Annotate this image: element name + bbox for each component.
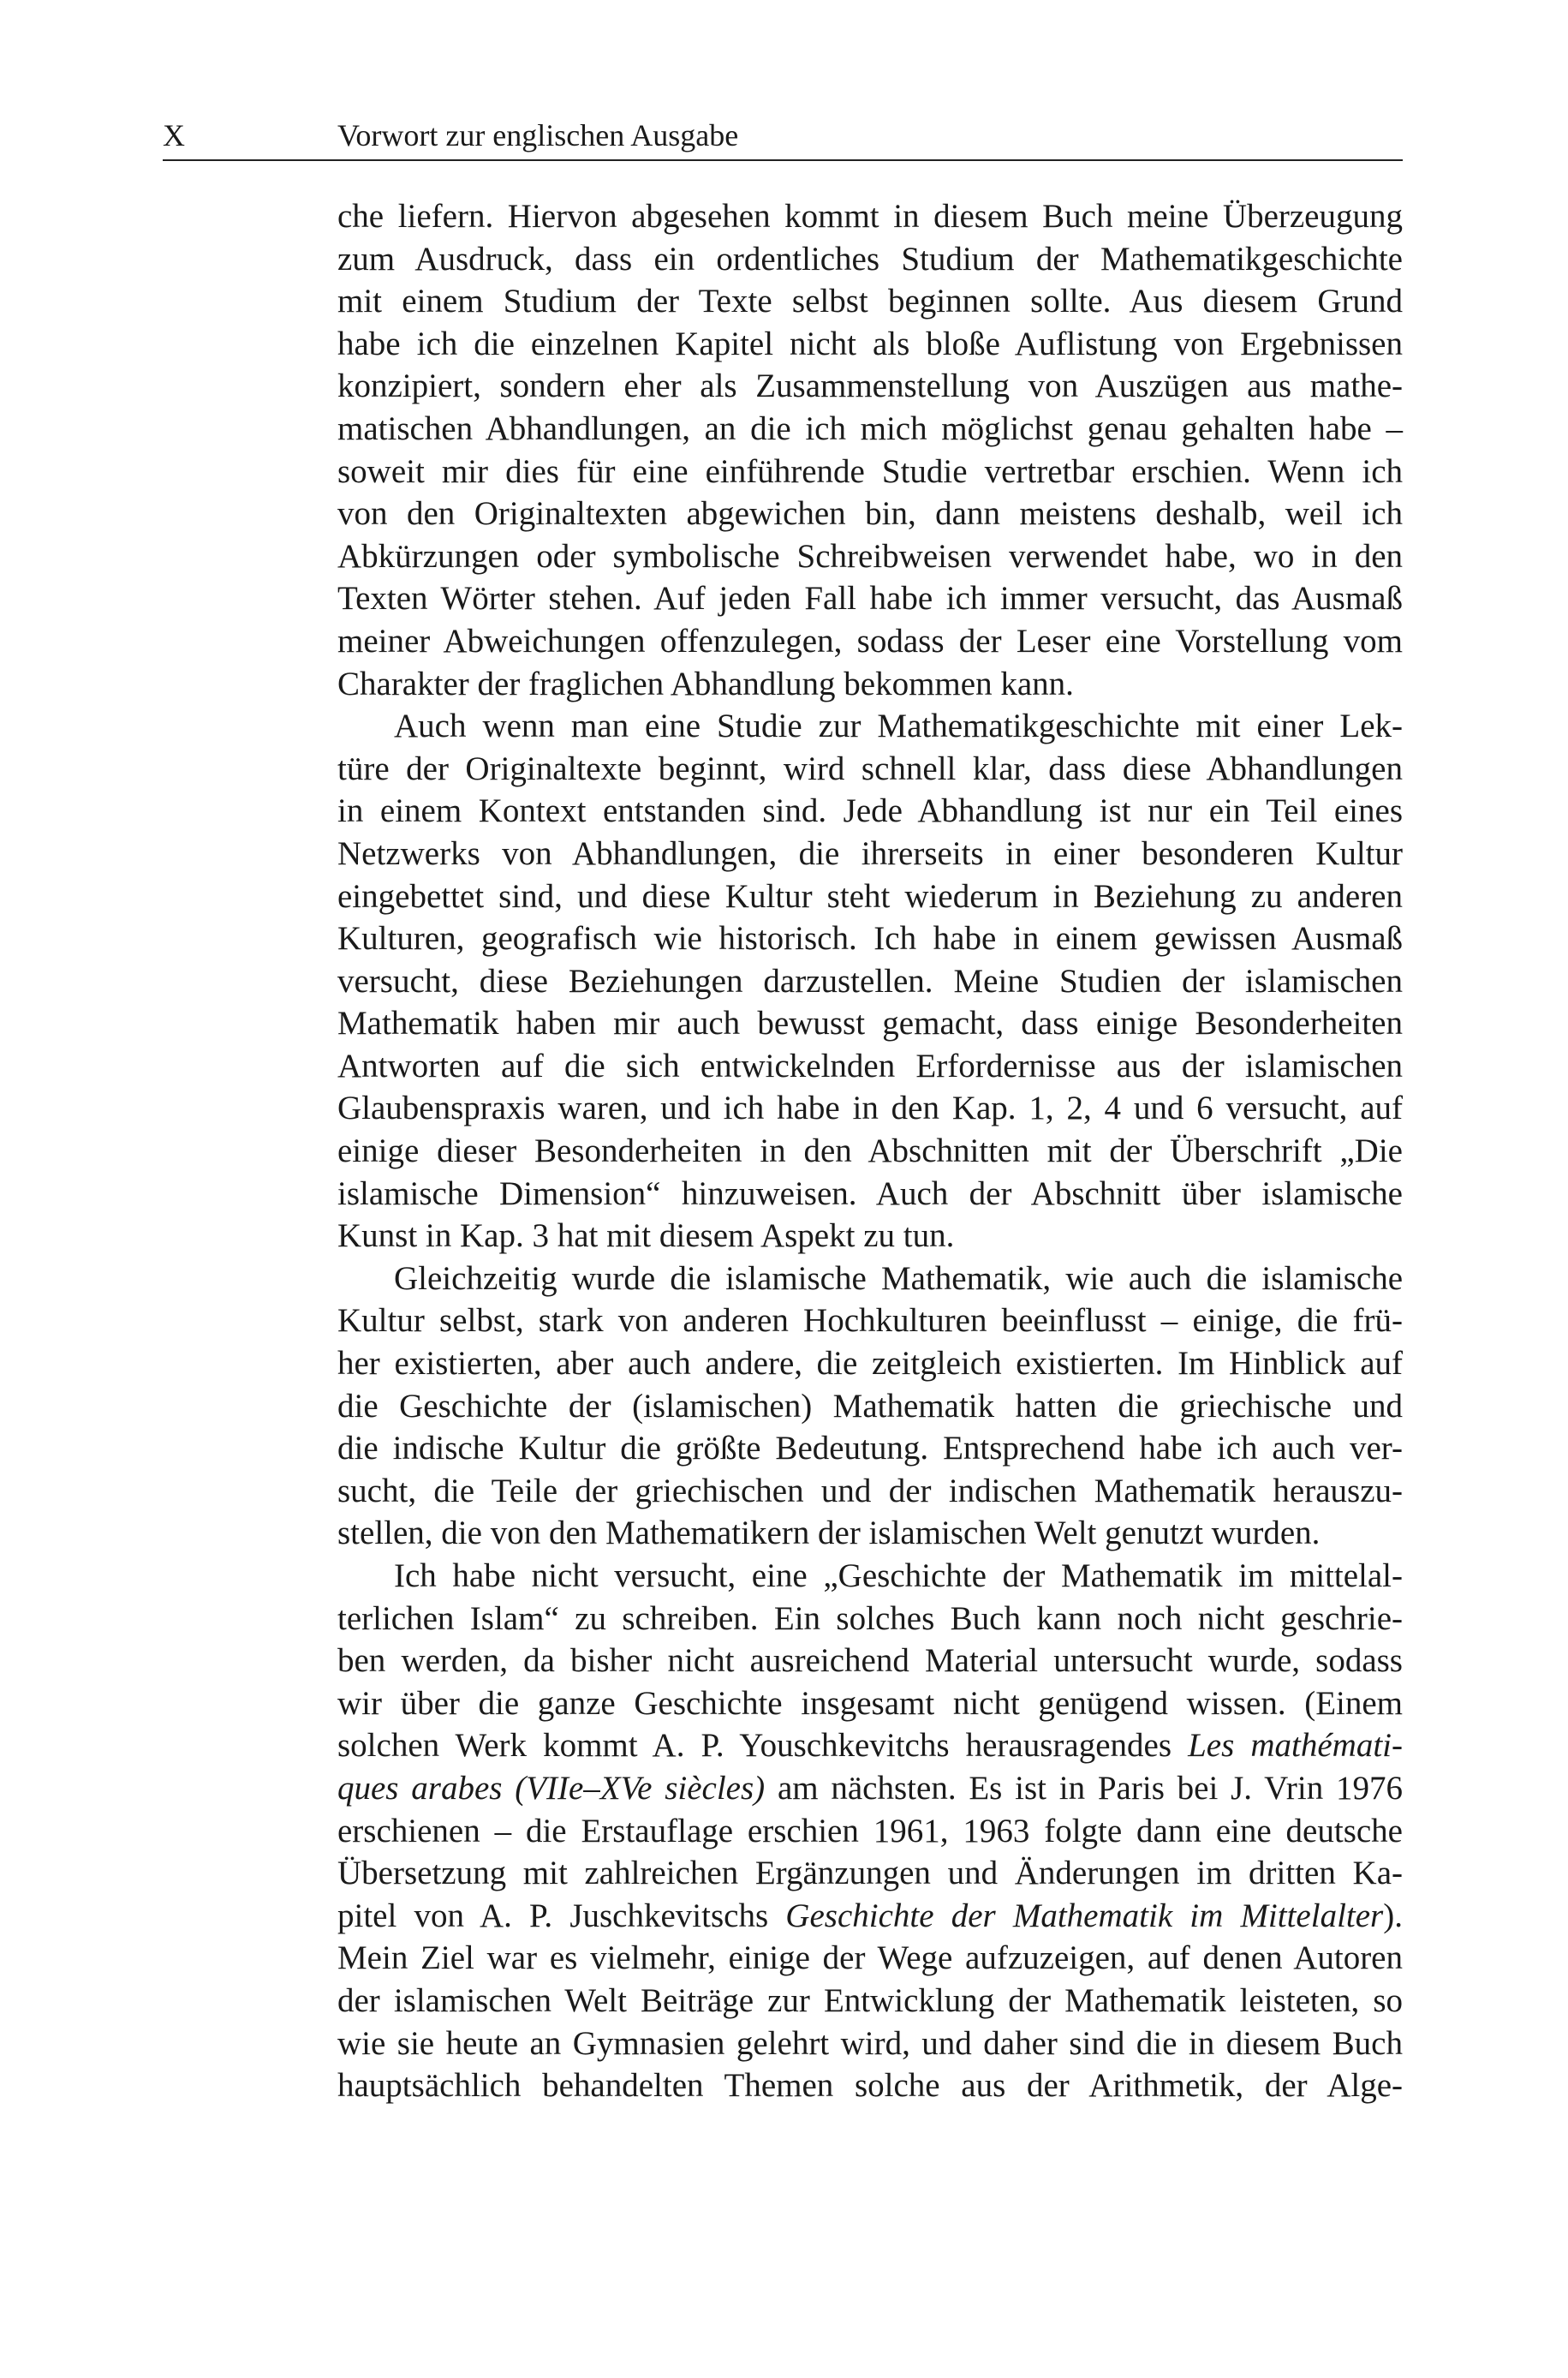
text-line: konzipiert, sondern eher als Zusammenstellung von Auszügen aus mathe- [337, 367, 1403, 405]
text-run: ). [1383, 1897, 1403, 1934]
text-line: Glaubenspraxis waren, und ich habe in den Kap. 1, 2, 4 und 6 versucht, auf [337, 1090, 1403, 1127]
text-run: am nächsten. Es ist in Paris bei J. Vrin 1976 [765, 1769, 1403, 1807]
text-line: matischen Abhandlungen, an die ich mich möglichst genau gehalten habe – [337, 409, 1403, 447]
italic-title: Geschichte der Mathematik im Mittelalter [785, 1897, 1384, 1934]
page-number: X [163, 118, 185, 152]
text-run: solchen Werk kommt A. P. Youschkevitchs herausragendes [337, 1727, 1189, 1765]
text-line: die Geschichte der (islamischen) Mathematik hatten die griechische und [337, 1387, 1403, 1425]
text-line: islamische Dimension“ hinzuweisen. Auch der Abschnitt über islamische [337, 1174, 1403, 1212]
text-line: in einem Kontext entstanden sind. Jede Abhandlung ist nur ein Teil eines [337, 792, 1403, 830]
text-line: ben werden, da bisher nicht ausreichend Material untersucht wurde, sodass [337, 1642, 1403, 1680]
text-line: Übersetzung mit zahlreichen Ergänzungen und Änderungen im dritten Ka- [337, 1855, 1403, 1892]
text-line: Antworten auf die sich entwickelnden Erfordernisse aus der islamischen [337, 1047, 1403, 1084]
text-line [337, 1767, 1403, 1810]
text-line: Gleichzeitig wurde die islamische Mathematik, wie auch die islamische [394, 1259, 1403, 1297]
text-line: Charakter der fraglichen Abhandlung bekommen kann. [337, 665, 1074, 702]
text-line: türe der Originaltexte beginnt, wird schnell klar, dass diese Abhandlungen [337, 750, 1403, 787]
text-line: habe ich die einzelnen Kapitel nicht als bloße Auflistung von Ergebnissen [337, 325, 1403, 362]
text-line: wir über die ganze Geschichte insgesamt nicht genügend wissen. (Einem [337, 1684, 1403, 1722]
text-line: erschienen – die Erstauflage erschien 1961, 1963 folgte dann eine deutsche [337, 1812, 1403, 1849]
text-line: mit einem Studium der Texte selbst beginnen sollte. Aus diesem Grund [337, 283, 1403, 320]
italic-title: ques arabes (VIIe–XVe siècles) [337, 1769, 766, 1807]
text-line: einige dieser Besonderheiten in den Abschnitten mit der Überschrift „Die [337, 1132, 1403, 1170]
text-line: Texten Wörter stehen. Auf jeden Fall habe ich immer versucht, das Ausmaß [337, 580, 1403, 618]
text-line: her existierten, aber auch andere, die zeitgleich existierten. Im Hinblick auf [337, 1345, 1403, 1383]
text-line: stellen, die von den Mathematikern der islamischen Welt genutzt wurden. [337, 1515, 1321, 1552]
text-line: Kunst in Kap. 3 hat mit diesem Aspekt zu tun. [337, 1217, 955, 1255]
text-line: meiner Abweichungen offenzulegen, sodass der Leser eine Vorstellung vom [337, 622, 1403, 660]
text-run: pitel von A. P. Juschkevitschs [337, 1897, 786, 1934]
body-text [337, 195, 1403, 2107]
text-line: terlichen Islam“ zu schreiben. Ein solches Buch kann noch nicht geschrie- [337, 1599, 1403, 1637]
italic-title: Les mathémati- [1188, 1727, 1403, 1765]
text-line: Auch wenn man eine Studie zur Mathematikgeschichte mit einer Lek- [394, 708, 1403, 745]
text-line: Mathematik haben mir auch bewusst gemacht, dass einige Besonderheiten [337, 1005, 1403, 1043]
text-line: soweit mir dies für eine einführende Studie vertretbar erschien. Wenn ich [337, 452, 1403, 490]
text-line: Mein Ziel war es vielmehr, einige der Wege aufzuzeigen, auf denen Autoren [337, 1939, 1403, 1977]
text-line: zum Ausdruck, dass ein ordentliches Studium der Mathematikgeschichte [337, 240, 1403, 278]
text-line: Abkürzungen oder symbolische Schreibweisen verwendet habe, wo in den [337, 537, 1403, 575]
text-line: Ich habe nicht versucht, eine „Geschichte der Mathematik im mittelal- [394, 1557, 1403, 1594]
text-line: eingebettet sind, und diese Kultur steht wiederum in Beziehung zu anderen [337, 877, 1403, 915]
text-line: von den Originaltexten abgewichen bin, dann meistens deshalb, weil ich [337, 495, 1403, 533]
text-line: wie sie heute an Gymnasien gelehrt wird, und daher sind die in diesem Buch [337, 2024, 1403, 2062]
text-line: che liefern. Hiervon abgesehen kommt in diesem Buch meine Überzeugung [337, 198, 1403, 235]
text-line: versucht, diese Beziehungen darzustellen. Meine Studien der islamischen [337, 962, 1403, 1000]
text-line [337, 1724, 1403, 1767]
text-line: sucht, die Teile der griechischen und der indischen Mathematik herauszu- [337, 1472, 1403, 1509]
text-line: Kultur selbst, stark von anderen Hochkulturen beeinflusst – einige, die frü- [337, 1302, 1403, 1340]
text-line: die indische Kultur die größte Bedeutung. Entsprechend habe ich auch ver- [337, 1430, 1403, 1467]
running-head: Vorwort zur englischen Ausgabe [337, 118, 739, 152]
text-line: hauptsächlich behandelten Themen solche aus der Arithmetik, der Alge- [337, 2067, 1403, 2105]
text-line: Kulturen, geografisch wie historisch. Ich habe in einem gewissen Ausmaß [337, 920, 1403, 958]
text-line [337, 1895, 1403, 1938]
text-line: Netzwerks von Abhandlungen, die ihrerseits in einer besonderen Kultur [337, 834, 1403, 872]
header-rule [163, 159, 1403, 161]
text-line: der islamischen Welt Beiträge zur Entwicklung der Mathematik leisteten, so [337, 1981, 1403, 2019]
